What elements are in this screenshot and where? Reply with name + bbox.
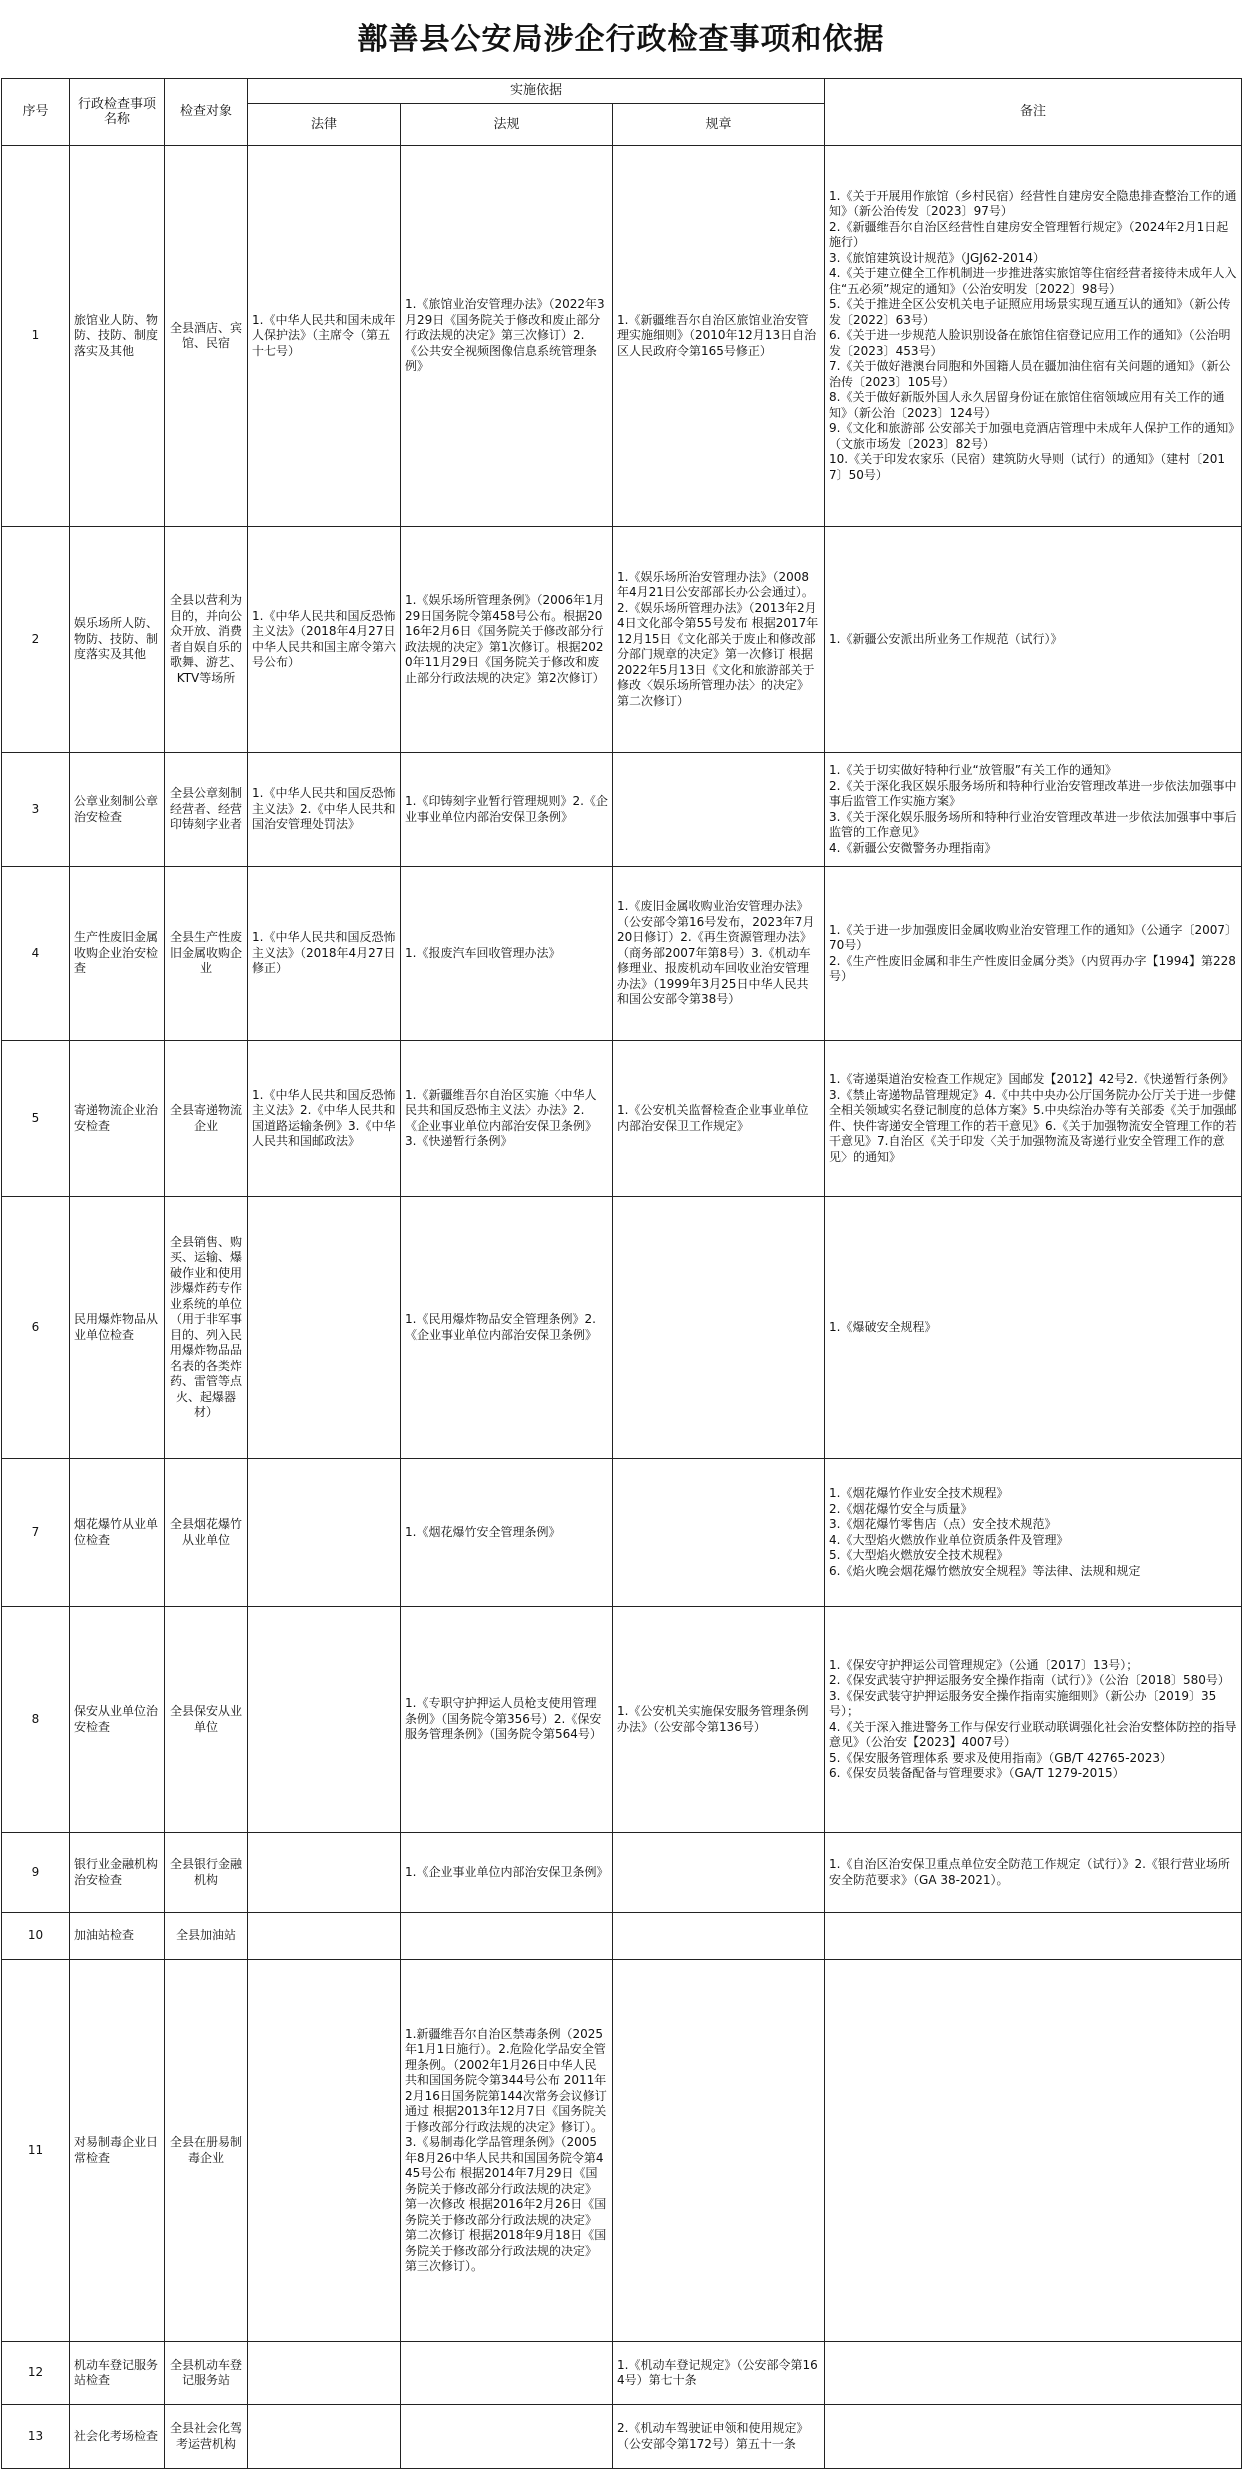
row-law-cell: 1.《中华人民共和国反恐怖主义法》2.《中华人民共和国道路运输条例》3.《中华人民共和国邮政法》	[248, 1041, 401, 1197]
row-object-cell: 全县在册易制毒企业	[165, 1960, 248, 2342]
note-line: 6.《保安员装备配备与管理要求》（GA/T 1279-2015）	[829, 1766, 1125, 1780]
note-line: 2.《关于深化我区娱乐服务场所和特种行业治安管理改革进一步依法加强事中事后监管工作实施方案》	[829, 778, 1237, 808]
table-row	[2, 1459, 1242, 1607]
row-note-cell	[825, 527, 1242, 753]
row-object-cell: 全县生产性废旧金属收购企业	[165, 867, 248, 1041]
row-name-cell: 对易制毒企业日常检查	[70, 1960, 165, 2342]
row-note-cell	[825, 2405, 1242, 2469]
row-note-cell	[825, 1459, 1242, 1607]
note-line: 2.《保安武装守护押运服务安全操作指南（试行）》（公治〔2018〕580号）	[829, 1673, 1230, 1687]
table-row	[2, 1197, 1242, 1459]
note-line: 3.《关于深化娱乐服务场所和特种行业治安管理改革进一步依法加强事中事后监管的工作意见》	[829, 809, 1237, 839]
note-line: 7.《关于做好港澳台同胞和外国籍人员在疆加油住宿有关问题的通知》（新公治传〔2023〕105号）	[829, 359, 1231, 389]
row-regulation-cell: 1.《民用爆炸物品安全管理条例》2.《企业事业单位内部治安保卫条例》	[401, 1197, 613, 1459]
row-regulation-cell: 1.《印铸刻字业暂行管理规则》2.《企业事业单位内部治安保卫条例》	[401, 753, 613, 867]
row-rule-cell: 1.《公安机关实施保安服务管理条例办法》（公安部令第136号）	[613, 1607, 825, 1833]
row-law-cell	[248, 1960, 401, 2342]
row-regulation-cell: 1.《旅馆业治安管理办法》（2022年3月29日《国务院关于修改和废止部分行政法规的决定》第三次修订）2.《公共安全视频图像信息系统管理条例》	[401, 146, 613, 527]
row-object-cell: 全县寄递物流企业	[165, 1041, 248, 1197]
note-line: 8.《关于做好新版外国人永久居留身份证在旅馆住宿领域应用有关工作的通知》（新公治〔2023〕124号）	[829, 390, 1225, 420]
row-law-cell	[248, 1833, 401, 1913]
row-regulation-cell	[401, 2405, 613, 2469]
note-line: 1.《关于开展用作旅馆（乡村民宿）经营性自建房安全隐患排查整治工作的通知》（新公治传发〔2023〕97号）	[829, 188, 1237, 219]
row-note-cell	[825, 146, 1242, 527]
row-rule-cell	[613, 1913, 825, 1960]
row-rule-cell: 1.《公安机关监督检查企业事业单位内部治安保卫工作规定》	[613, 1041, 825, 1197]
row-note-cell	[825, 1833, 1242, 1913]
row-rule-cell	[613, 1833, 825, 1913]
row-name-cell: 烟花爆竹从业单位检查	[70, 1459, 165, 1607]
row-name-cell: 生产性废旧金属收购企业治安检查	[70, 867, 165, 1041]
note-line: 4.《关于深入推进警务工作与保安行业联动联调强化社会治安整体防控的指导意见》（公治安【2023】4007号）	[829, 1719, 1237, 1749]
note-line: 4.《大型焰火燃放作业单位资质条件及管理》	[829, 1532, 1069, 1547]
row-seq-cell: 2	[2, 527, 70, 753]
note-line: 2.《新疆维吾尔自治区经营性自建房安全管理暂行规定》（2024年2月1日起施行）	[829, 219, 1229, 250]
header-note: 备注	[825, 79, 1242, 146]
row-seq-cell: 1	[2, 146, 70, 527]
row-name-cell: 旅馆业人防、物防、技防、制度落实及其他	[70, 146, 165, 527]
row-law-cell	[248, 2405, 401, 2469]
note-line: 4.《关于建立健全工作机制进一步推进落实旅馆等住宿经营者接待未成年人入住“五必须”规定的通知》（公治安明发〔2022〕98号）	[829, 266, 1237, 296]
row-rule-cell: 1.《机动车登记规定》（公安部令第164号）第七十条	[613, 2342, 825, 2405]
row-seq-cell: 5	[2, 1041, 70, 1197]
row-seq-cell: 3	[2, 753, 70, 867]
table-row	[2, 146, 1242, 527]
row-name-cell: 娱乐场所人防、物防、技防、制度落实及其他	[70, 527, 165, 753]
row-object-cell: 全县以营利为目的，并向公众开放、消费者自娱自乐的歌舞、游艺、KTV等场所	[165, 527, 248, 753]
row-law-cell	[248, 1197, 401, 1459]
note-line: 1.《关于切实做好特种行业“放管服”有关工作的通知》	[829, 763, 1117, 777]
note-line: 9.《文化和旅游部 公安部关于加强电竞酒店管理中未成年人保护工作的通知》（文旅市场发〔2023〕82号）	[829, 421, 1235, 451]
note-line: 2.《生产性废旧金属和非生产性废旧金属分类》（内贸再办字【1994】第228号）	[829, 953, 1236, 983]
note-line: 1.《保安守护押运公司管理规定》（公通〔2017〕13号）；	[829, 1657, 1139, 1672]
row-rule-cell: 2.《机动车驾驶证申领和使用规定》（公安部令第172号）第五十一条	[613, 2405, 825, 2469]
row-name-cell: 寄递物流企业治安检查	[70, 1041, 165, 1197]
note-line: 6.《关于进一步规范人脸识别设备在旅馆住宿登记应用工作的通知》（公治明发〔2023〕453号）	[829, 328, 1231, 358]
row-object-cell: 全县机动车登记服务站	[165, 2342, 248, 2405]
row-name-cell: 加油站检查	[70, 1913, 165, 1960]
row-regulation-cell: 1.新疆维吾尔自治区禁毒条例（2025年1月1日施行）。2.危险化学品安全管理条例。（2002年1月26日中华人民共和国国务院令第344号公布 2011年2月16日国务院第144次常务会议修订通过 根据2013年12月7日《国务院关于修改部分行政法规的决定》修订）。3.《易制毒化学品管理条例》（2005年8月26中华人民共和国国务院令第445号公布 根据2014年7月29日《国务院关于修改部分行政法规的决定》第一次修改 根据2016年2月26日《国务院关于修改部分行政法规的决定》第二次修订 根据2018年9月18日《国务院关于修改部分行政法规的决定》第三次修订）。	[401, 1960, 613, 2342]
header-name: 行政检查事项名称	[70, 79, 165, 146]
row-note-cell	[825, 1197, 1242, 1459]
row-seq-cell: 7	[2, 1459, 70, 1607]
header-seq: 序号	[2, 79, 70, 146]
table-row	[2, 867, 1242, 1041]
table-row	[2, 2405, 1242, 2469]
header-regulation: 法规	[401, 104, 613, 146]
row-object-cell: 全县销售、购买、运输、爆破作业和使用涉爆炸药专作业系统的单位（用于非军事目的、列入民用爆炸物品品名表的各类炸药、雷管等点火、起爆器材）	[165, 1197, 248, 1459]
note-line: 1.《自治区治安保卫重点单位安全防范工作规定（试行）》2.《银行营业场所安全防范要求》（GA 38-2021）。	[829, 1857, 1230, 1887]
row-note-cell	[825, 2342, 1242, 2405]
note-line: 6.《焰火晚会烟花爆竹燃放安全规程》等法律、法规和规定	[829, 1563, 1141, 1578]
row-rule-cell	[613, 1459, 825, 1607]
note-line: 1.《烟花爆竹作业安全技术规程》	[829, 1486, 1009, 1500]
note-line: 2.《烟花爆竹安全与质量》	[829, 1501, 973, 1516]
row-regulation-cell: 1.《烟花爆竹安全管理条例》	[401, 1459, 613, 1607]
note-line: 3.《保安武装守护押运服务安全操作指南实施细则》（新公办〔2019〕35号）；	[829, 1688, 1217, 1718]
document-title: 鄯善县公安局涉企行政检查事项和依据	[357, 22, 885, 57]
row-name-cell: 银行业金融机构治安检查	[70, 1833, 165, 1913]
row-regulation-cell: 1.《娱乐场所管理条例》（2006年1月29日国务院令第458号公布。根据2016年2月6日《国务院关于修改部分行政法规的决定》第1次修订。根据2020年11月29日《国务院关于修改和废止部分行政法规的决定》第2次修订）	[401, 527, 613, 753]
row-rule-cell	[613, 753, 825, 867]
row-seq-cell: 12	[2, 2342, 70, 2405]
table-row	[2, 1960, 1242, 2342]
header-row-1	[2, 79, 1242, 104]
row-regulation-cell	[401, 2342, 613, 2405]
row-rule-cell: 1.《废旧金属收购业治安管理办法》（公安部令第16号发布，2023年7月20日修订）2.《再生资源管理办法》（商务部2007年第8号）3.《机动车修理业、报废机动车回收业治安管理办法》（1999年3月25日中华人民共和国公安部令第38号）	[613, 867, 825, 1041]
table-row	[2, 1607, 1242, 1833]
row-law-cell	[248, 1913, 401, 1960]
row-law-cell	[248, 1459, 401, 1607]
row-seq-cell: 8	[2, 1607, 70, 1833]
row-regulation-cell: 1.《新疆维吾尔自治区实施〈中华人民共和国反恐怖主义法〉办法》2.《企业事业单位内部治安保卫条例》3.《快递暂行条例》	[401, 1041, 613, 1197]
note-line: 5.《保安服务管理体系 要求及使用指南》（GB/T 42765-2023）	[829, 1750, 1173, 1765]
row-note-cell	[825, 1041, 1242, 1197]
row-note-cell	[825, 1913, 1242, 1960]
table-row	[2, 1833, 1242, 1913]
row-name-cell: 保安从业单位治安检查	[70, 1607, 165, 1833]
row-object-cell: 全县烟花爆竹从业单位	[165, 1459, 248, 1607]
note-line: 5.《关于推进全区公安机关电子证照应用场景实现互通互认的通知》（新公传发〔2022〕63号）	[829, 297, 1231, 327]
row-seq-cell: 4	[2, 867, 70, 1041]
note-line: 5.《大型焰火燃放安全技术规程》	[829, 1548, 1009, 1562]
row-object-cell: 全县公章刻制经营者、经营印铸刻字业者	[165, 753, 248, 867]
row-law-cell	[248, 2342, 401, 2405]
row-name-cell: 公章业刻制公章治安检查	[70, 753, 165, 867]
note-line: 1.《爆破安全规程》	[829, 1319, 937, 1334]
table-row	[2, 1041, 1242, 1197]
row-law-cell: 1.《中华人民共和国反恐怖主义法》（2018年4月27日中华人民共和国主席令第六号公布）	[248, 527, 401, 753]
row-note-cell	[825, 867, 1242, 1041]
inspection-table	[1, 78, 1242, 2469]
row-rule-cell	[613, 1960, 825, 2342]
header-rule: 规章	[613, 104, 825, 146]
row-note-cell	[825, 1960, 1242, 2342]
row-regulation-cell	[401, 1913, 613, 1960]
row-law-cell: 1.《中华人民共和国反恐怖主义法》（2018年4月27日修正）	[248, 867, 401, 1041]
row-seq-cell: 6	[2, 1197, 70, 1459]
row-seq-cell: 13	[2, 2405, 70, 2469]
row-seq-cell: 11	[2, 1960, 70, 2342]
row-law-cell: 1.《中华人民共和国反恐怖主义法》2.《中华人民共和国治安管理处罚法》	[248, 753, 401, 867]
row-object-cell: 全县加油站	[165, 1913, 248, 1960]
table-row	[2, 1913, 1242, 1960]
row-name-cell: 民用爆炸物品从业单位检查	[70, 1197, 165, 1459]
row-regulation-cell: 1.《企业事业单位内部治安保卫条例》	[401, 1833, 613, 1913]
note-line: 10.《关于印发农家乐（民宿）建筑防火导则（试行）的通知》（建村〔2017〕50号）	[829, 452, 1226, 482]
row-object-cell: 全县银行金融机构	[165, 1833, 248, 1913]
row-object-cell: 全县社会化驾考运营机构	[165, 2405, 248, 2469]
row-name-cell: 社会化考场检查	[70, 2405, 165, 2469]
row-law-cell: 1.《中华人民共和国未成年人保护法》（主席令（第五十七号）	[248, 146, 401, 527]
header-object: 检查对象	[165, 79, 248, 146]
row-regulation-cell: 1.《报废汽车回收管理办法》	[401, 867, 613, 1041]
row-rule-cell: 1.《新疆维吾尔自治区旅馆业治安管理实施细则》（2010年12月13日自治区人民政府令第165号修正）	[613, 146, 825, 527]
header-law: 法律	[248, 104, 401, 146]
table-row	[2, 753, 1242, 867]
row-rule-cell	[613, 1197, 825, 1459]
table-row	[2, 527, 1242, 753]
header-basis: 实施依据	[248, 79, 825, 104]
note-line: 1.《寄递渠道治安检查工作规定》国邮发【2012】42号2.《快递暂行条例》3.《禁止寄递物品管理规定》4.《中共中央办公厅国务院办公厅关于进一步健全相关领域实名登记制度的总体方案》5.中央综治办等有关部委《关于加强邮件、快件寄递安全管理工作的若干意见》6.《关于加强物流安全管理工作的若干意见》7.自治区《关于印发〈关于加强物流及寄递行业安全管理工作的意见〉的通知》	[829, 1072, 1237, 1164]
row-object-cell: 全县保安从业单位	[165, 1607, 248, 1833]
row-law-cell	[248, 1607, 401, 1833]
note-line: 1.《关于进一步加强废旧金属收购业治安管理工作的通知》（公通字〔2007〕70号）	[829, 922, 1238, 952]
row-rule-cell: 1.《娱乐场所治安管理办法》（2008年4月21日公安部部长办公会通过）。2.《娱乐场所管理办法》（2013年2月4日文化部令第55号发布 根据2017年12月15日《文化部关于废止和修改部分部门规章的决定》第一次修订 根据2022年5月13日《文化和旅游部关于修改〈娱乐场所管理办法〉的决定》第二次修订）	[613, 527, 825, 753]
row-regulation-cell: 1.《专职守护押运人员枪支使用管理条例》（国务院令第356号）2.《保安服务管理条例》（国务院令第564号）	[401, 1607, 613, 1833]
note-line: 3.《旅馆建筑设计规范》（JGJ62-2014）	[829, 250, 1045, 265]
row-seq-cell: 10	[2, 1913, 70, 1960]
row-seq-cell: 9	[2, 1833, 70, 1913]
note-line: 4.《新疆公安微警务办理指南》	[829, 840, 997, 855]
table-row	[2, 2342, 1242, 2405]
row-note-cell	[825, 753, 1242, 867]
row-note-cell	[825, 1607, 1242, 1833]
row-object-cell: 全县酒店、宾馆、民宿	[165, 146, 248, 527]
row-name-cell: 机动车登记服务站检查	[70, 2342, 165, 2405]
note-line: 1.《新疆公安派出所业务工作规范（试行）》	[829, 631, 1063, 646]
note-line: 3.《烟花爆竹零售店（点）安全技术规范》	[829, 1517, 1057, 1531]
